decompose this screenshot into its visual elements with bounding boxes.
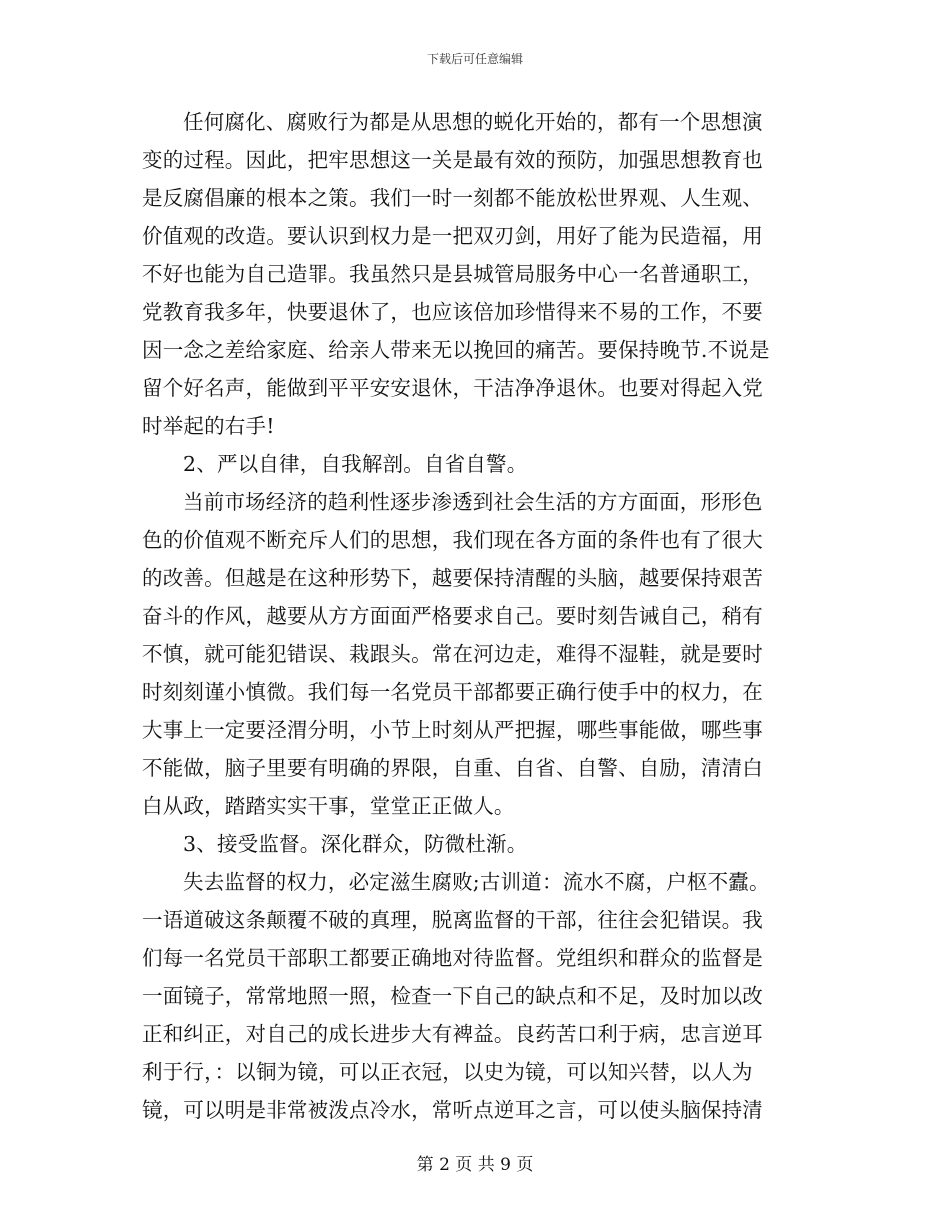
paragraph-line: 的改善。但越是在这种形势下，越要保持清醒的头脑，越要保持艰苦 xyxy=(142,566,763,590)
paragraph-line: 不能做，脑子里要有明确的界限，自重、自省、自警、自励，清清白 xyxy=(142,756,763,780)
paragraph-line: 是反腐倡廉的根本之策。我们一时一刻都不能放松世界观、人生观、 xyxy=(142,186,763,210)
paragraph-line: 当前市场经济的趋利性逐步渗透到社会生活的方方面面，形形色 xyxy=(183,490,763,514)
paragraph-line: 时刻刻谨小慎微。我们每一名党员干部都要正确行使手中的权力，在 xyxy=(142,680,763,704)
section-heading: 3、接受监督。深化群众，防微杜渐。 xyxy=(183,832,528,856)
paragraph-line: 利于行，：以铜为镜，可以正衣冠，以史为镜，可以知兴替，以人为 xyxy=(142,1060,753,1084)
paragraph-line: 时举起的右手! xyxy=(142,414,275,438)
document-body xyxy=(142,103,804,1129)
section-heading: 2、严以自律，自我解剖。自省自警。 xyxy=(183,452,528,476)
paragraph-line: 任何腐化、腐败行为都是从思想的蜕化开始的，都有一个思想演 xyxy=(183,110,763,134)
paragraph-line: 色的价值观不断充斥人们的思想，我们现在各方面的条件也有了很大 xyxy=(142,528,763,552)
paragraph-line: 党教育我多年，快要退休了，也应该倍加珍惜得来不易的工作，不要 xyxy=(142,300,763,324)
paragraph-line: 因一念之差给家庭、给亲人带来无以挽回的痛苦。要保持晚节.不说是 xyxy=(142,338,770,362)
paragraph-line: 一语道破这条颠覆不破的真理，脱离监督的干部，往往会犯错误。我 xyxy=(142,908,763,932)
page-number-footer: 第 2 页 共 9 页 xyxy=(416,1155,534,1175)
paragraph-line: 失去监督的权力，必定滋生腐败;古训道：流水不腐，户枢不蠹。 xyxy=(183,870,770,894)
paragraph-line: 们每一名党员干部职工都要正确地对待监督。党组织和群众的监督是 xyxy=(142,946,763,970)
paragraph-line: 价值观的改造。要认识到权力是一把双刃剑，用好了能为民造福，用 xyxy=(142,224,763,248)
paragraph-line: 镜，可以明是非常被泼点冷水，常听点逆耳之言，可以使头脑保持清 xyxy=(142,1098,763,1122)
paragraph-line: 奋斗的作风，越要从方方面面严格要求自己。要时刻告诫自己，稍有 xyxy=(142,604,763,628)
paragraph-line: 一面镜子，常常地照一照，检查一下自己的缺点和不足，及时加以改 xyxy=(142,984,763,1008)
paragraph-line: 变的过程。因此，把牢思想这一关是最有效的预防，加强思想教育也 xyxy=(142,148,763,172)
paragraph-line: 不好也能为自己造罪。我虽然只是县城管局服务中心一名普通职工， xyxy=(142,262,763,286)
page-header: 下载后可任意编辑 xyxy=(426,52,523,66)
paragraph-line: 不慎，就可能犯错误、栽跟头。常在河边走，难得不湿鞋，就是要时 xyxy=(142,642,763,666)
paragraph-line: 白从政，踏踏实实干事，堂堂正正做人。 xyxy=(142,794,515,818)
paragraph-line: 大事上一定要泾渭分明，小节上时刻从严把握，哪些事能做，哪些事 xyxy=(142,718,763,742)
paragraph-line: 留个好名声，能做到平平安安退休，干洁净净退休。也要对得起入党 xyxy=(142,376,763,400)
paragraph-line: 正和纠正，对自己的成长进步大有裨益。良药苦口利于病，忠言逆耳 xyxy=(142,1022,763,1046)
